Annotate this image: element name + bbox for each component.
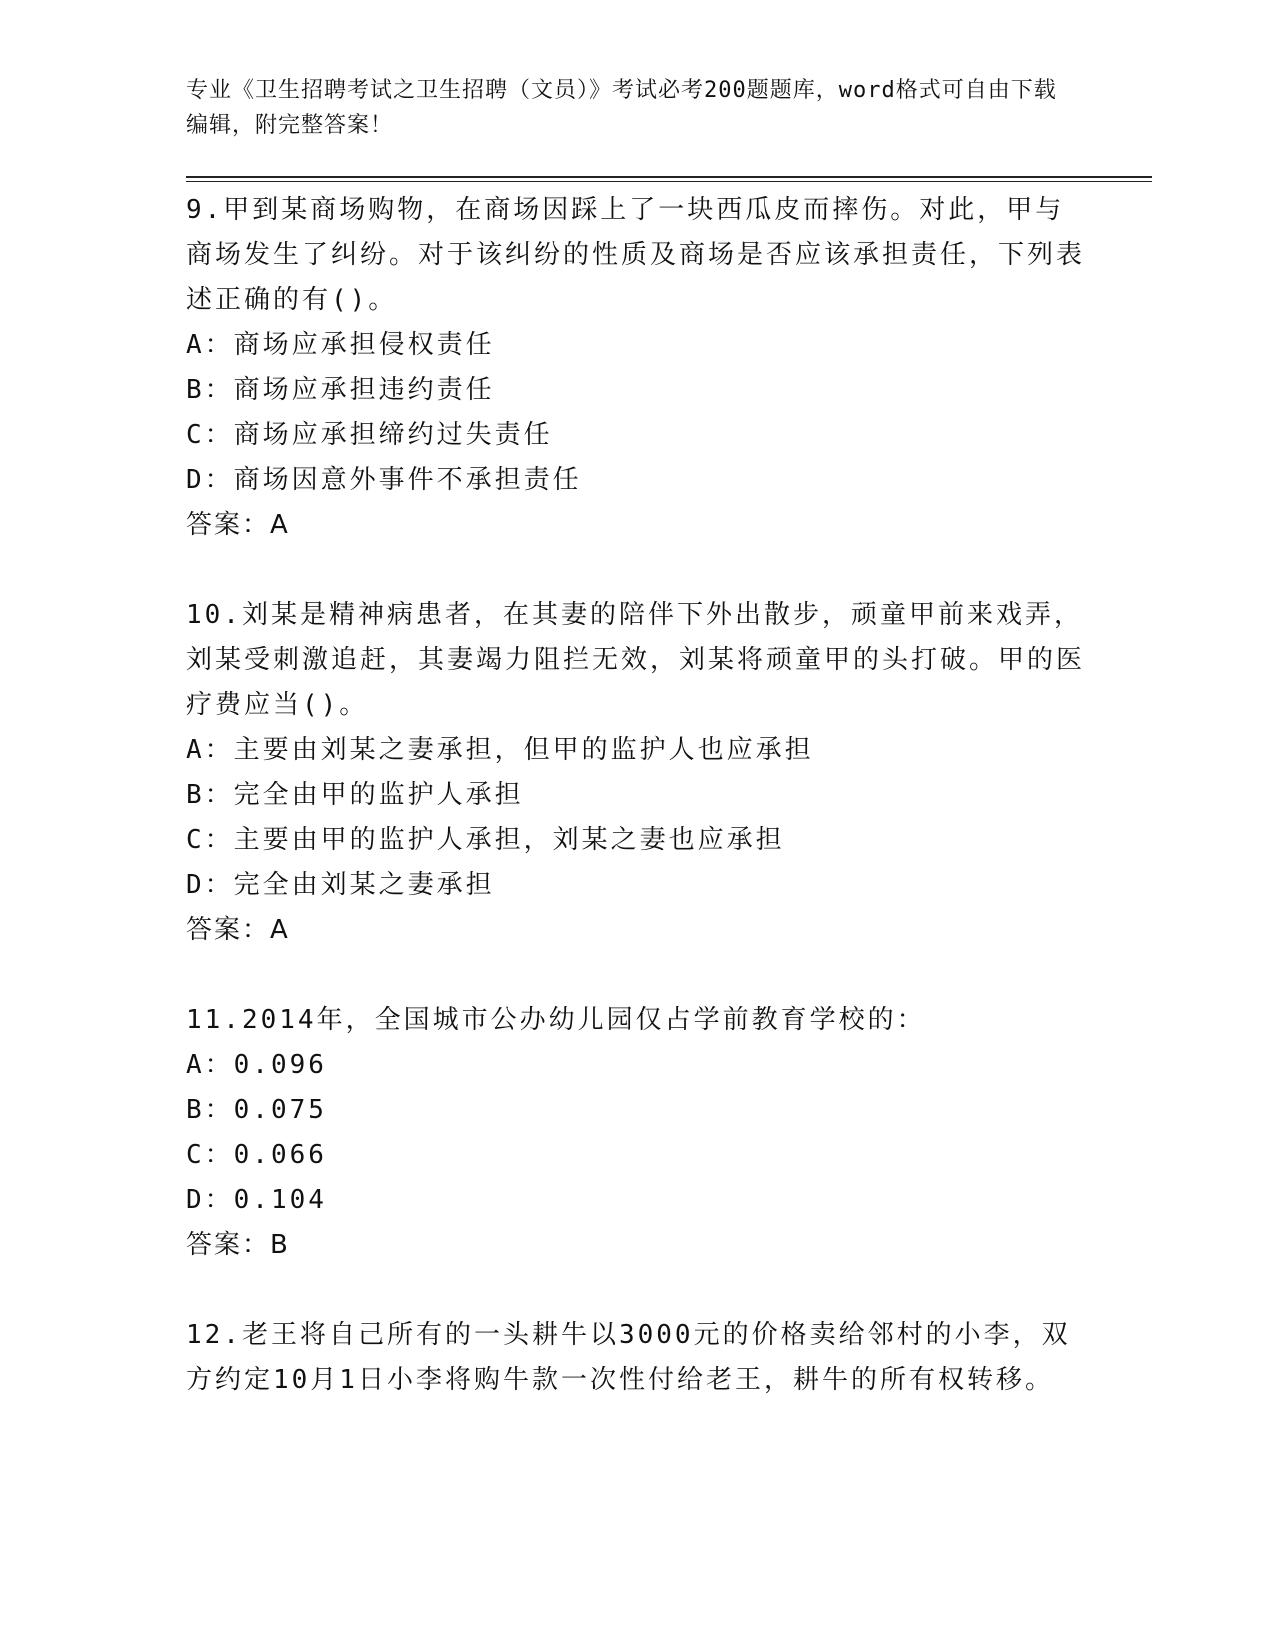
option-b: B：0.075: [186, 1095, 327, 1125]
option-a: A：主要由刘某之妻承担，但甲的监护人也应承担: [186, 735, 814, 765]
question-11: [186, 998, 1086, 1268]
header-divider-thin: [186, 181, 1152, 182]
question-9: [186, 188, 1086, 548]
question-list: [186, 188, 1086, 1403]
answer-line: 答案：A: [186, 915, 290, 945]
question-text: 12.老王将自己所有的一头耕牛以3000元的价格卖给邻村的小李，双方约定10月1日小李将购牛款一次性付给老王，耕牛的所有权转移。: [186, 1320, 1071, 1395]
question-text: 11.2014年，全国城市公办幼儿园仅占学前教育学校的：: [186, 1005, 926, 1035]
answer-line: 答案：A: [186, 510, 290, 540]
option-b: B：商场应承担违约责任: [186, 375, 495, 405]
option-a: A：0.096: [186, 1050, 327, 1080]
answer-line: 答案：B: [186, 1230, 290, 1260]
option-c: C：主要由甲的监护人承担，刘某之妻也应承担: [186, 825, 785, 855]
option-d: D：商场因意外事件不承担责任: [186, 465, 582, 495]
question-text: 10.刘某是精神病患者，在其妻的陪伴下外出散步，顽童甲前来戏弄，刘某受刺激追赶，其妻竭力阻拦无效，刘某将顽童甲的头打破。甲的医疗费应当()。: [186, 600, 1086, 720]
header-divider-thick: [186, 176, 1152, 178]
question-10: [186, 593, 1086, 953]
question-12: [186, 1313, 1086, 1403]
question-spacer: [186, 953, 1086, 998]
option-b: B：完全由甲的监护人承担: [186, 780, 524, 810]
document-header: 专业《卫生招聘考试之卫生招聘（文员）》考试必考200题题库，word格式可自由下载编辑，附完整答案！: [186, 78, 1057, 138]
option-c: C：商场应承担缔约过失责任: [186, 420, 553, 450]
option-d: D：0.104: [186, 1185, 327, 1215]
option-d: D：完全由刘某之妻承担: [186, 870, 495, 900]
question-spacer: [186, 1268, 1086, 1313]
question-text: 9.甲到某商场购物，在商场因踩上了一块西瓜皮而摔伤。对此，甲与商场发生了纠纷。对于该纠纷的性质及商场是否应该承担责任，下列表述正确的有()。: [186, 195, 1086, 315]
question-spacer: [186, 548, 1086, 593]
option-a: A：商场应承担侵权责任: [186, 330, 495, 360]
option-c: C：0.066: [186, 1140, 327, 1170]
